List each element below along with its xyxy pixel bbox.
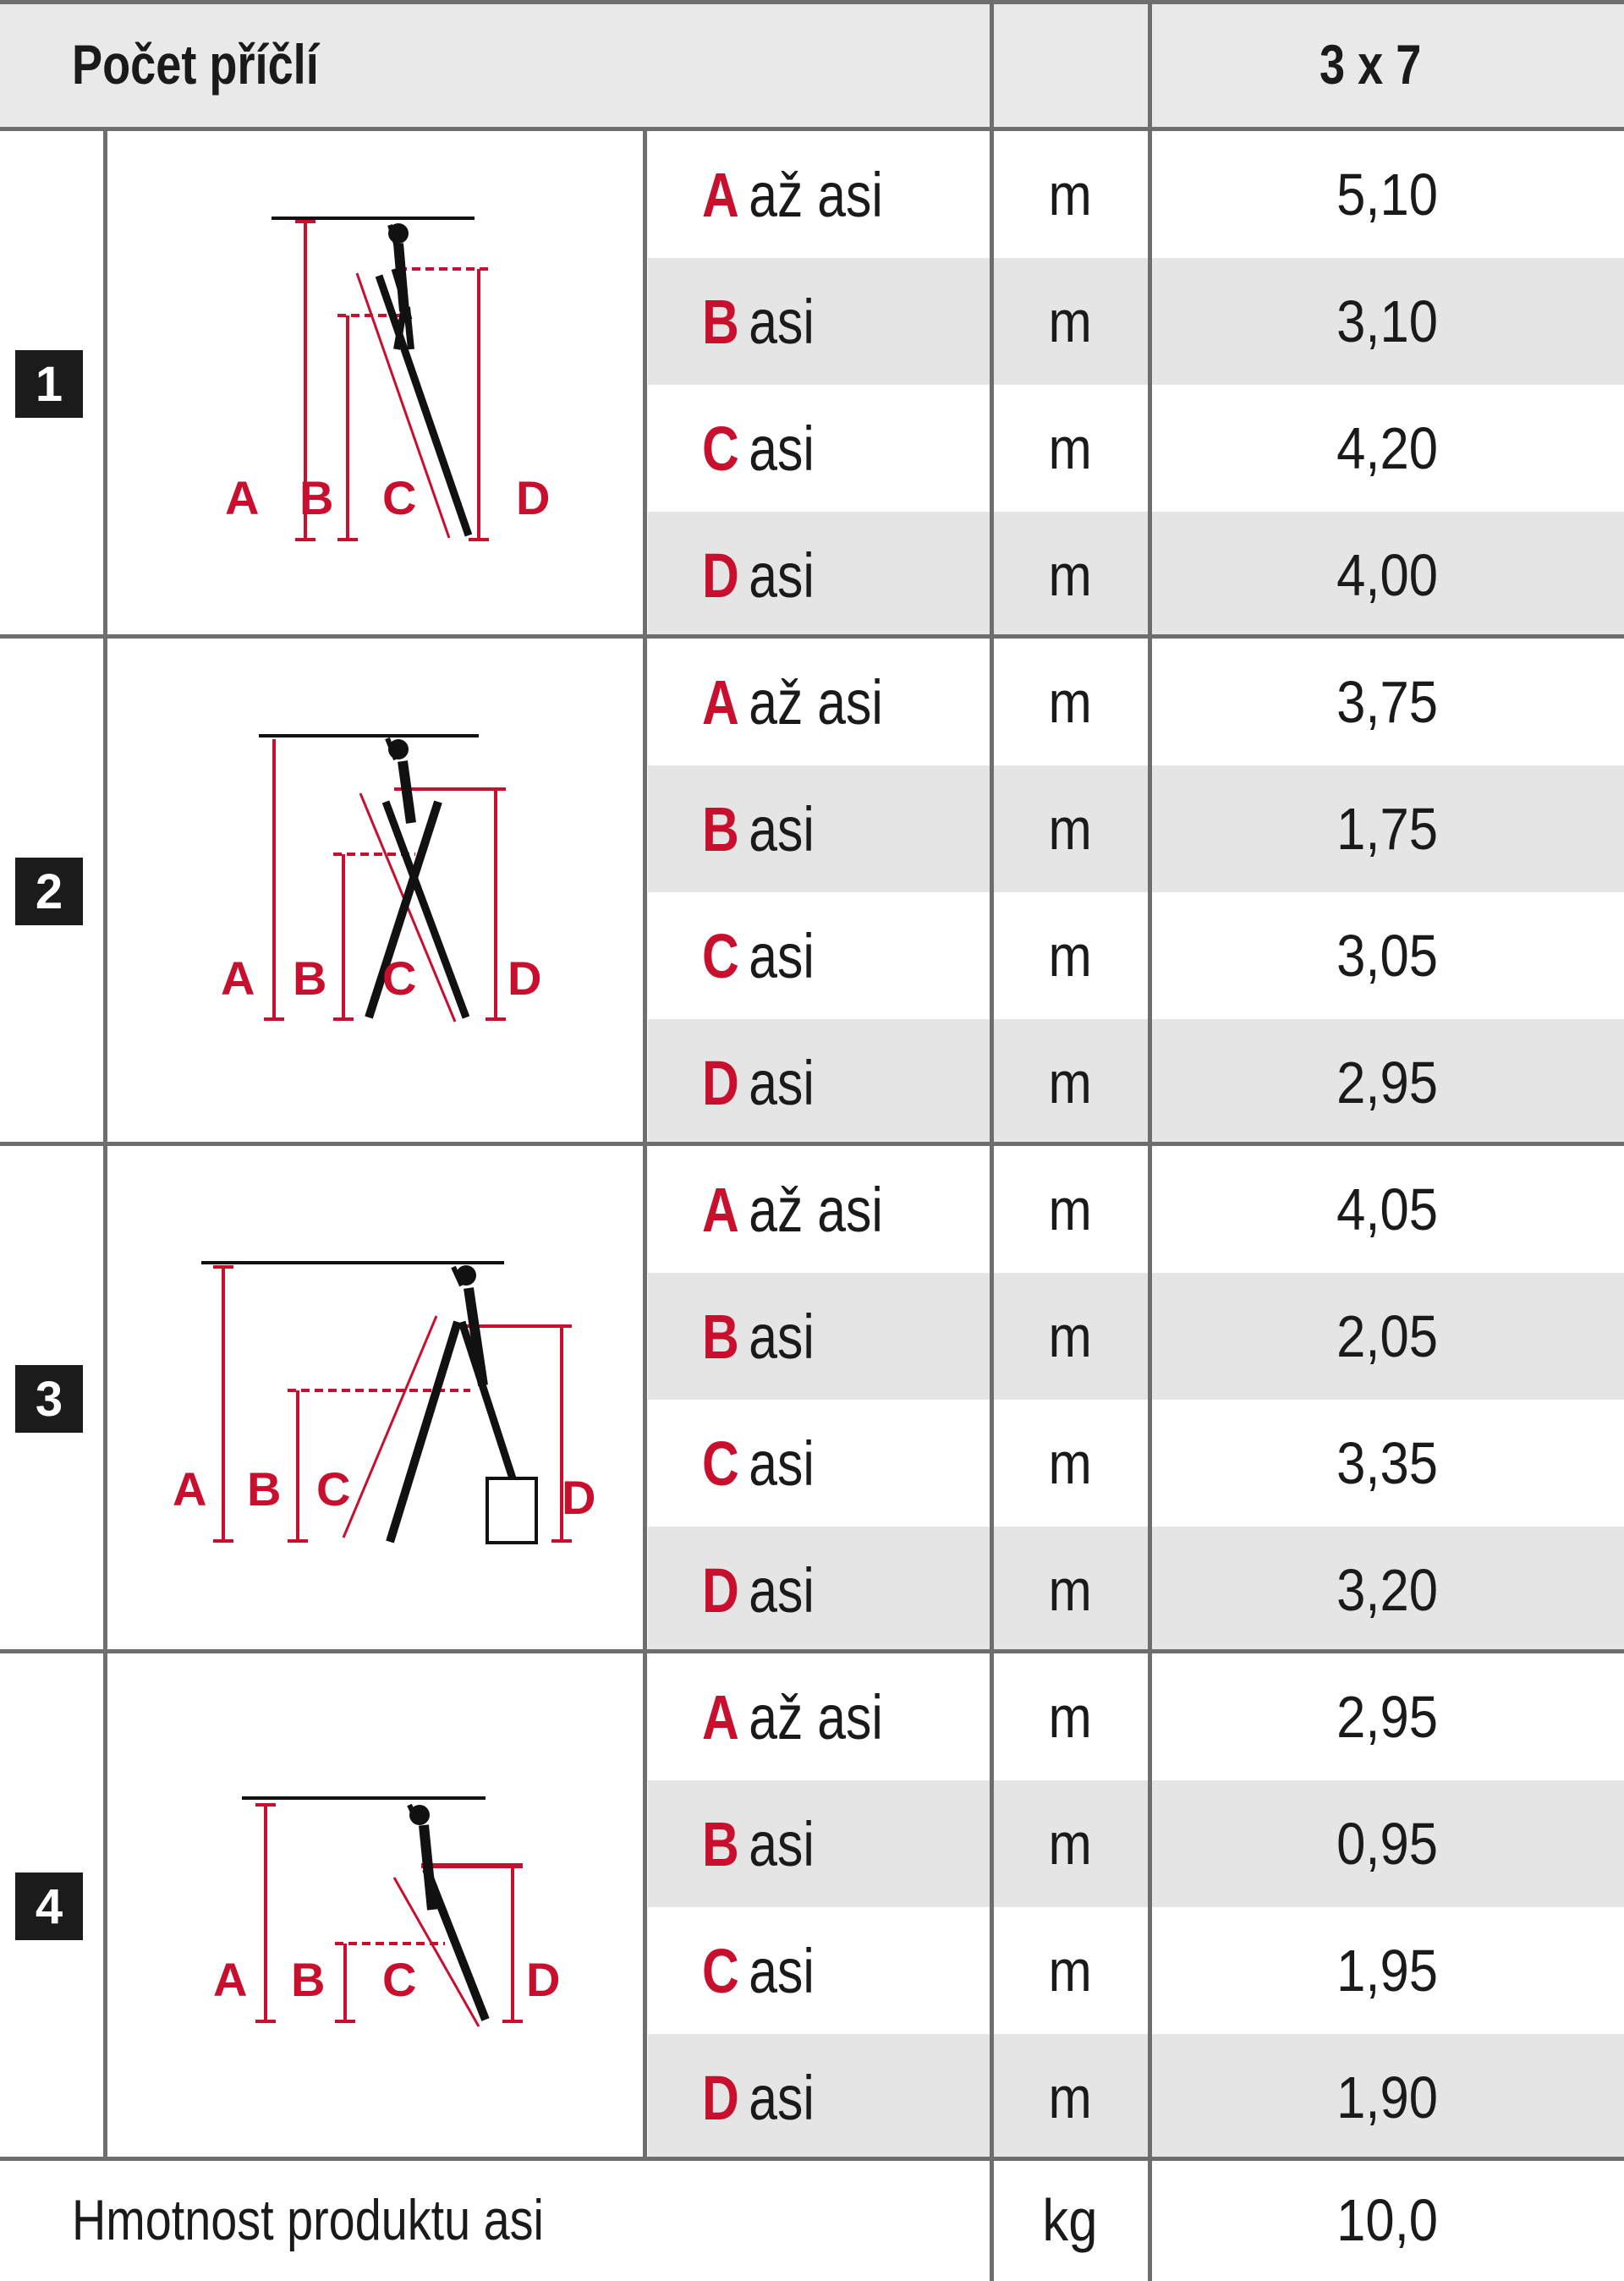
dimension-label: D asi: [702, 540, 815, 611]
diagram-label-d: D: [508, 951, 542, 1005]
diagram-label-d: D: [562, 1471, 596, 1524]
dimension-value: 2,05: [1336, 1303, 1438, 1369]
dimension-unit: m: [1048, 415, 1092, 481]
dimension-unit: m: [1048, 542, 1092, 608]
dimension-label: A až asi: [702, 1681, 883, 1752]
dimension-label: C asi: [702, 1428, 815, 1499]
dimension-unit: m: [1048, 2064, 1092, 2130]
dimension-unit: m: [1048, 1430, 1092, 1496]
ladder-diagram-stairs: [107, 1149, 639, 1648]
position-badge: 3: [15, 1365, 83, 1433]
grid-line: [0, 0, 1624, 4]
dimension-label: A až asi: [702, 1174, 883, 1245]
dimension-label: A až asi: [702, 666, 883, 737]
header-unit: [994, 0, 1119, 129]
position-badge: 1: [15, 350, 83, 418]
dimension-unit: m: [1048, 923, 1092, 989]
diagram-label-b: B: [293, 951, 327, 1005]
position-badge: 2: [15, 858, 83, 925]
dimension-unit: m: [1048, 1938, 1092, 2004]
dimension-unit: m: [1048, 1811, 1092, 1877]
dimension-unit: m: [1048, 288, 1092, 354]
dimension-label: B asi: [702, 286, 815, 357]
dimension-value: 1,95: [1336, 1938, 1438, 2004]
dimension-unit: m: [1048, 1176, 1092, 1242]
diagram-label-c: C: [316, 1462, 351, 1516]
dimension-label: D asi: [702, 1554, 815, 1626]
diagram-label-a: A: [225, 471, 260, 524]
dimension-value: 5,10: [1336, 162, 1438, 228]
dimension-unit: m: [1048, 1557, 1092, 1623]
ladder-diagram-short: [107, 1656, 639, 2155]
diagram-label-a: A: [213, 1953, 248, 2006]
diagram-label-c: C: [382, 1953, 417, 2006]
header-title: Počet příčlí: [72, 33, 319, 96]
dimension-label: B asi: [702, 793, 815, 864]
dimension-value: 2,95: [1336, 1684, 1438, 1750]
dimension-value: 3,05: [1336, 923, 1438, 989]
dimension-label: B asi: [702, 1808, 815, 1879]
diagram-label-c: C: [382, 471, 417, 524]
diagram-label-b: B: [291, 1953, 326, 2006]
dimension-value: 3,75: [1336, 669, 1438, 735]
dimension-unit: m: [1048, 796, 1092, 862]
diagram-label-c: C: [382, 951, 417, 1005]
ladder-diagram-leaning: [107, 134, 639, 633]
diagram-label-b: B: [247, 1462, 282, 1516]
dimension-label: B asi: [702, 1301, 815, 1372]
dimension-value: 4,05: [1336, 1176, 1438, 1242]
dimension-label: C asi: [702, 413, 815, 484]
dimension-value: 3,35: [1336, 1430, 1438, 1496]
dimension-unit: m: [1048, 1303, 1092, 1369]
dimension-label: C asi: [702, 1935, 815, 2006]
dimension-value: 4,00: [1336, 542, 1438, 608]
dimension-unit: m: [1048, 162, 1092, 228]
diagram-label-a: A: [221, 951, 255, 1005]
position-badge: 4: [15, 1873, 83, 1940]
diagram-label-d: D: [526, 1953, 561, 2006]
grid-line: [643, 129, 647, 2158]
header-value: 3 x 7: [1320, 33, 1422, 96]
weight-unit: kg: [1042, 2187, 1098, 2253]
dimension-label: D asi: [702, 1047, 815, 1118]
dimension-value: 3,20: [1336, 1557, 1438, 1623]
dimension-value: 2,95: [1336, 1050, 1438, 1116]
dimension-value: 3,10: [1336, 288, 1438, 354]
weight-label: Hmotnost produktu asi: [72, 2188, 544, 2252]
dimension-unit: m: [1048, 669, 1092, 735]
dimension-unit: m: [1048, 1050, 1092, 1116]
diagram-label-d: D: [516, 471, 551, 524]
dimension-label: C asi: [702, 920, 815, 991]
dimension-unit: m: [1048, 1684, 1092, 1750]
diagram-label-b: B: [299, 471, 334, 524]
dimension-label: D asi: [702, 2062, 815, 2133]
diagram-label-a: A: [173, 1462, 207, 1516]
ladder-diagram-stepladder: [107, 641, 639, 1140]
dimension-value: 4,20: [1336, 415, 1438, 481]
dimension-value: 0,95: [1336, 1811, 1438, 1877]
weight-value: 10,0: [1336, 2187, 1438, 2253]
dimension-label: A až asi: [702, 159, 883, 230]
dimension-value: 1,75: [1336, 796, 1438, 862]
dimension-value: 1,90: [1336, 2064, 1438, 2130]
